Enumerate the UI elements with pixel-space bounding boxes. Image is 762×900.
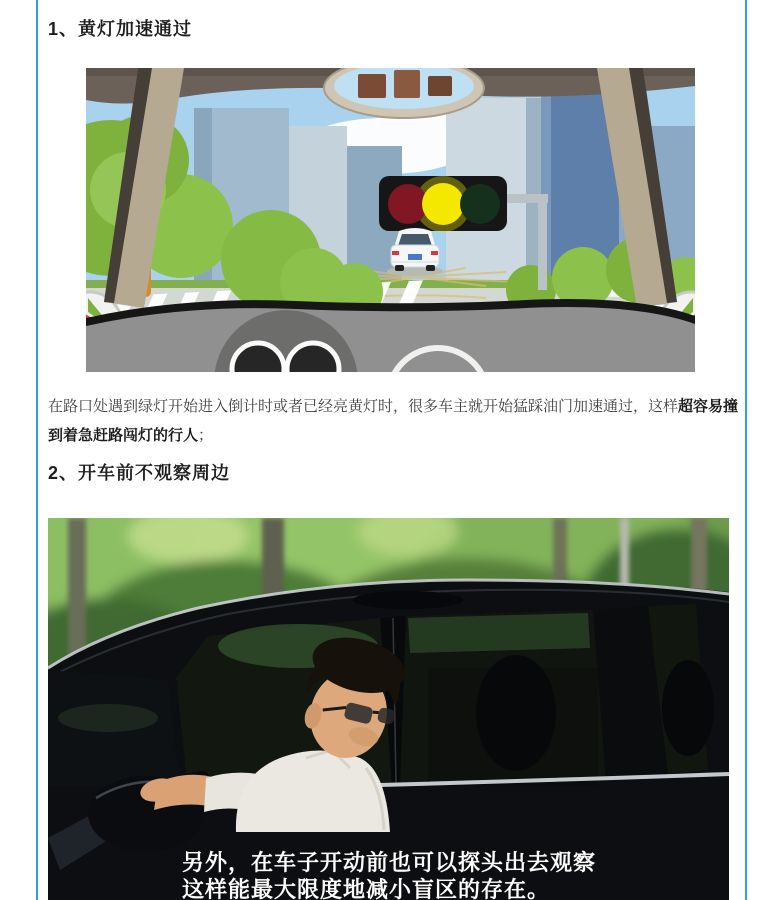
right-border-line xyxy=(745,0,747,900)
photo-subtitle-line2: 这样能最大限度地减小盲区的存在。 xyxy=(182,877,551,900)
rear-window xyxy=(400,610,606,786)
paragraph-text-end: ； xyxy=(198,427,214,444)
section2-heading: 2、开车前不观察周边 xyxy=(48,463,231,483)
paragraph-text-normal: 在路口处遇到绿灯开始进入倒计时或者已经亮黄灯时，很多车主就开始猛踩油门加速通过，这样 xyxy=(48,398,679,415)
green-light xyxy=(460,184,500,224)
driver-looking-back-photo xyxy=(48,518,729,900)
headrest xyxy=(476,655,556,771)
photo-subtitle-line1: 另外，在车子开动前也可以探头出去观察 xyxy=(182,850,597,875)
sunroof xyxy=(353,591,463,609)
traffic-light-pole xyxy=(538,194,547,290)
windshield-illustration xyxy=(86,68,695,372)
section1-paragraph xyxy=(48,392,748,450)
section1-heading: 1、黄灯加速通过 xyxy=(48,19,193,39)
dashboard xyxy=(86,307,695,372)
left-border-line xyxy=(36,0,38,900)
paragraph-text-bold: 超容易撞到着急赶路闯灯的行人 xyxy=(48,398,739,444)
yellow-light xyxy=(422,183,464,225)
